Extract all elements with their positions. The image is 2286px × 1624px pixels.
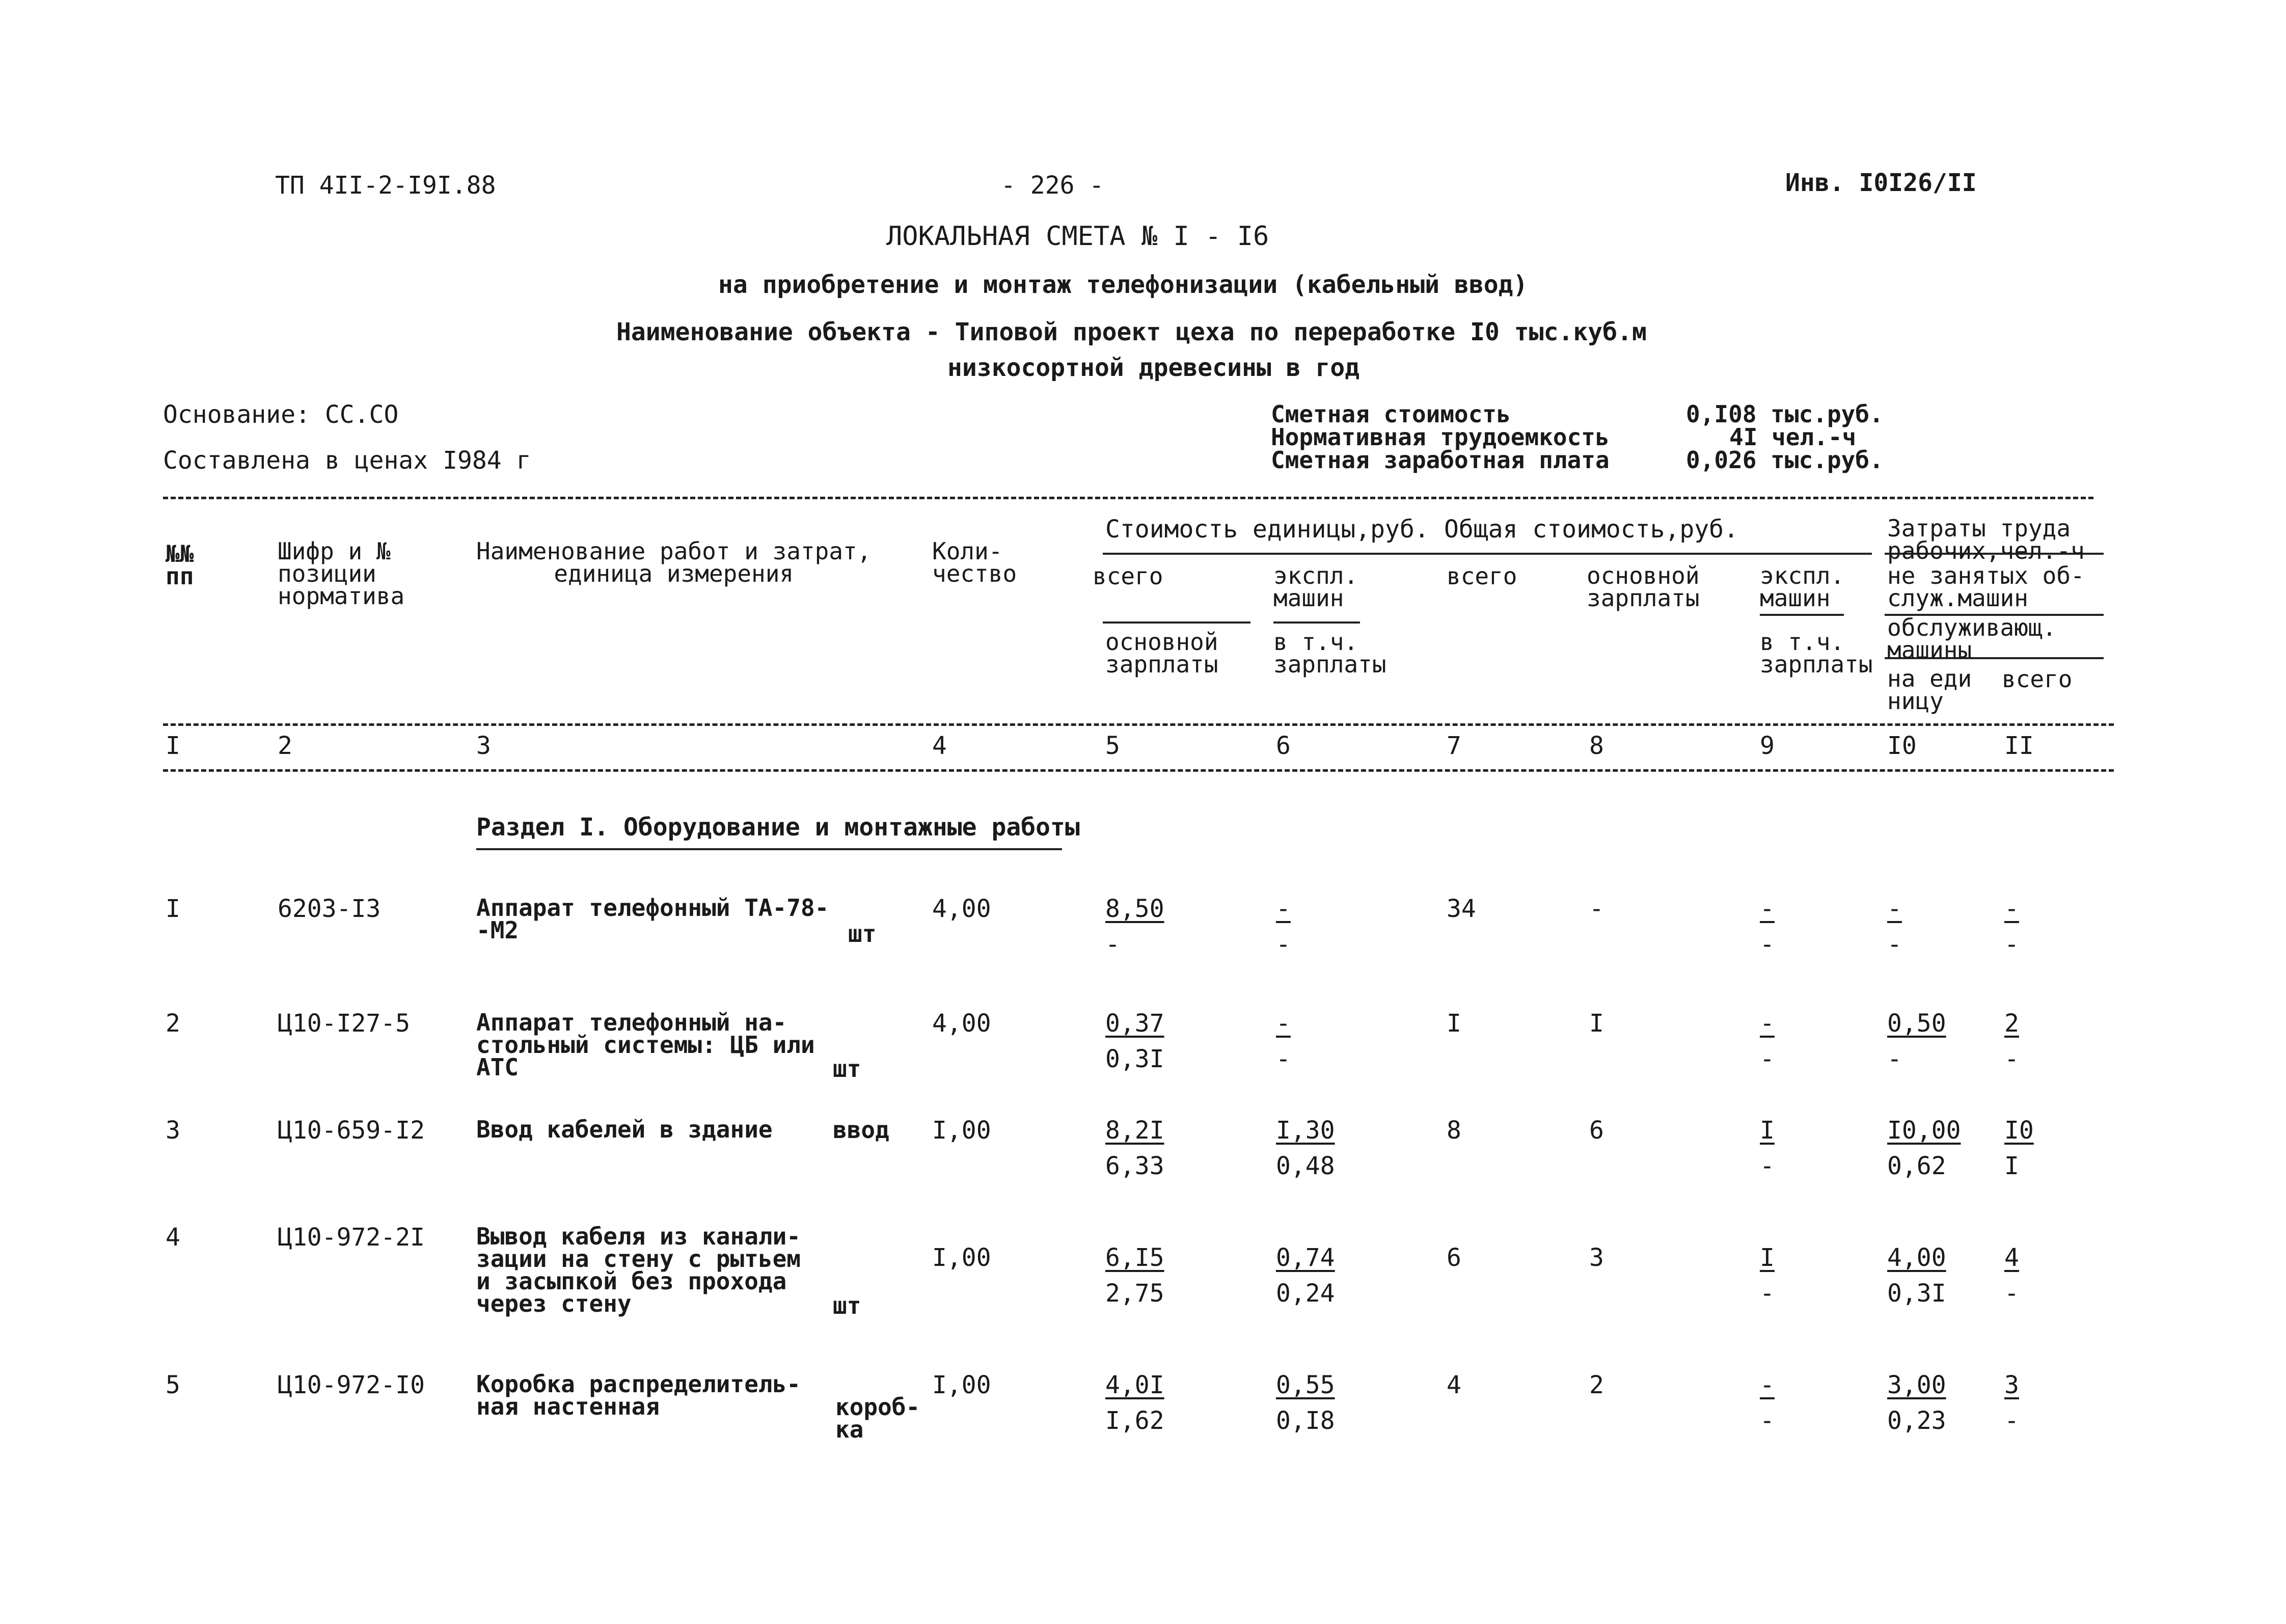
row-number: 3 [166,1116,180,1145]
header-c11-total: всего [2002,665,2073,693]
row-unit-machines: 0,55 [1276,1371,1335,1399]
row-quantity: I,00 [932,1243,991,1272]
row-total: 6 [1447,1243,1461,1272]
col-number-2: 2 [278,732,292,760]
header-c10-11-serving: обслуживающ. машины [1887,614,2057,664]
col-number-10: I0 [1887,732,1917,760]
header-c8-wages: основной зарплаты [1587,562,1700,612]
inventory-number: Инв. I0I26/II [1785,169,1977,197]
row-unit-machine-wages: 0,48 [1276,1152,1335,1180]
row-unit-total: 8,50 [1105,895,1164,923]
summary-label-labor: Нормативная трудоемкость [1271,423,1610,451]
row-unit-total: 8,2I [1105,1116,1164,1145]
row-labor-total-serving: - [2004,1045,2019,1073]
row-code: 6203-I3 [278,895,381,923]
row-unit-machines: - [1276,1009,1291,1038]
row-unit-total: 0,37 [1105,1009,1164,1038]
row-labor-total: 2 [2004,1009,2019,1038]
header-bottom-rule [163,723,2114,726]
section-title-underline [476,848,1062,850]
row-labor-total: - [2004,895,2019,923]
row-total-wages: 3 [1589,1243,1604,1272]
row-labor-per-unit: 3,00 [1887,1371,1946,1399]
col-number-4: 4 [932,732,947,760]
row-unit-machine-wages: - [1276,930,1291,959]
col-number-11: II [2004,732,2034,760]
header-c7-total: всего [1447,562,1517,590]
row-labor-total-serving: I [2004,1152,2019,1180]
object-name: Наименование объекта - Типовой проект цеха по переработке I0 тыс.куб.м [616,318,1647,346]
row-number: I [166,895,180,923]
col-number-9: 9 [1760,732,1775,760]
row-labor-total: 4 [2004,1243,2019,1272]
row-labor-per-unit-serving: - [1887,1045,1902,1073]
summary-value-wages: 0,026 тыс.руб. [1686,446,1884,474]
row-code: Ц10-659-I2 [278,1116,425,1145]
header-labor-group: Затраты труда рабочих,чел.-ч [1887,515,2085,564]
row-total-machines: I [1760,1243,1775,1272]
header-c10-11-idle: не занятых об- служ.машин [1887,562,2085,612]
row-total: 4 [1447,1371,1461,1399]
row-number: 5 [166,1371,180,1399]
row-total: I [1447,1009,1461,1038]
row-name: Вывод кабеля из канали- зации на стену с рытьем и засыпкой без прохода через стену [476,1223,801,1317]
row-total: 8 [1447,1116,1461,1145]
row-total-machine-wages: - [1760,1279,1775,1308]
header-c6-machines: экспл. машин [1273,562,1358,612]
row-unit: ввод [833,1116,889,1144]
row-code: Ц10-972-I0 [278,1371,425,1399]
column-numbers-rule [163,769,2114,772]
basis-line: Основание: СС.СО [163,400,399,429]
row-quantity: 4,00 [932,1009,991,1038]
row-total-machine-wages: - [1760,930,1775,959]
col-number-5: 5 [1105,732,1120,760]
prices-line: Составлена в ценах I984 г [163,446,531,475]
row-unit-wages: I,62 [1105,1406,1164,1435]
header-top-rule [163,497,2093,499]
row-unit-machines: I,30 [1276,1116,1335,1145]
row-code: Ц10-I27-5 [278,1009,411,1038]
row-labor-total-serving: - [2004,930,2019,959]
row-unit: шт [848,920,877,948]
row-total-machines: - [1760,1371,1775,1399]
row-unit-total: 6,I5 [1105,1243,1164,1272]
section-title: Раздел I. Оборудование и монтажные работы [476,813,1080,842]
row-unit-machines: 0,74 [1276,1243,1335,1272]
row-labor-total-serving: - [2004,1279,2019,1308]
row-total: 34 [1447,895,1476,923]
row-total-machine-wages: - [1760,1152,1775,1180]
row-unit-total: 4,0I [1105,1371,1164,1399]
unit-cost-sub-rule-2 [1273,621,1360,624]
row-total-machine-wages: - [1760,1045,1775,1073]
summary-label-wages: Сметная заработная плата [1271,446,1610,474]
machine-sub-rule [1760,614,1844,616]
header-c9-wages: в т.ч. зарплаты [1760,628,1873,678]
header-total-cost-group: Общая стоимость,руб. [1444,515,1738,544]
header-row-number: №№ пп [166,540,194,590]
row-labor-per-unit: 4,00 [1887,1243,1946,1272]
row-unit-machines: - [1276,895,1291,923]
row-number: 2 [166,1009,180,1038]
header-c6-wages: в т.ч. зарплаты [1273,628,1386,678]
summary-label-cost: Сметная стоимость [1271,400,1511,428]
row-quantity: 4,00 [932,895,991,923]
header-quantity: Коли- чество [932,537,1017,587]
col-number-1: I [166,732,180,760]
row-unit-machine-wages: 0,I8 [1276,1406,1335,1435]
row-number: 4 [166,1223,180,1252]
row-labor-per-unit-serving: 0,3I [1887,1279,1946,1308]
col-number-3: 3 [476,732,491,760]
row-total-machines: I [1760,1116,1775,1145]
row-labor-per-unit: 0,50 [1887,1009,1946,1038]
row-code: Ц10-972-2I [278,1223,425,1252]
header-c9-machines: экспл. машин [1760,562,1845,612]
row-unit-wages: 6,33 [1105,1152,1164,1180]
row-quantity: I,00 [932,1371,991,1399]
row-total-wages: I [1589,1009,1604,1038]
summary-value-cost: 0,I08 тыс.руб. [1686,400,1884,428]
row-labor-per-unit-serving: 0,62 [1887,1152,1946,1180]
row-unit-wages: 0,3I [1105,1045,1164,1073]
row-unit-machine-wages: 0,24 [1276,1279,1335,1308]
unit-cost-sub-rule-1 [1103,621,1250,624]
header-c10-per-unit: на еди ницу [1887,665,1972,715]
col-number-8: 8 [1589,732,1604,760]
row-labor-total-serving: - [2004,1406,2019,1435]
row-unit: шт [833,1292,861,1319]
col-number-6: 6 [1276,732,1291,760]
header-c5-total: всего [1093,562,1163,590]
row-labor-per-unit-serving: 0,23 [1887,1406,1946,1435]
row-unit: короб- ка [835,1393,920,1443]
header-c5-wages: основной зарплаты [1105,628,1218,678]
document-code: ТП 4II-2-I9I.88 [275,171,496,200]
row-name: Аппарат телефонный ТА-78- -М2 [476,894,829,944]
row-labor-total: 3 [2004,1371,2019,1399]
header-code: Шифр и № позиции норматива [278,537,405,610]
row-name: Ввод кабелей в здание [476,1116,773,1143]
row-labor-per-unit: - [1887,895,1902,923]
header-unit-cost-group: Стоимость единицы,руб. [1105,515,1429,544]
row-total-wages: 6 [1589,1116,1604,1145]
row-name: Коробка распределитель- ная настенная [476,1370,801,1420]
estimate-title: ЛОКАЛЬНАЯ СМЕТА № I - I6 [886,221,1269,252]
row-unit-machine-wages: - [1276,1045,1291,1073]
row-quantity: I,00 [932,1116,991,1145]
row-labor-per-unit: I0,00 [1887,1116,1961,1145]
row-labor-total: I0 [2004,1116,2034,1145]
row-total-wages: 2 [1589,1371,1604,1399]
row-total-machines: - [1760,895,1775,923]
row-unit-wages: 2,75 [1105,1279,1164,1308]
header-work-name: Наименование работ и затрат, единица измерения [476,537,872,587]
row-name: Аппарат телефонный на- стольный системы: ЦБ или АТС [476,1009,815,1081]
row-labor-per-unit-serving: - [1887,930,1902,959]
row-total-machines: - [1760,1009,1775,1038]
object-name-continued: низкосортной древесины в год [947,354,1360,382]
estimate-subtitle: на приобретение и монтаж телефонизации (кабельный ввод) [718,270,1528,299]
page-number: - 226 - [1001,171,1104,200]
summary-value-labor: 4I чел.-ч [1729,423,1857,451]
row-total-wages: - [1589,895,1604,923]
row-unit-wages: - [1105,930,1120,959]
row-total-machine-wages: - [1760,1406,1775,1435]
col-number-7: 7 [1447,732,1461,760]
unit-cost-group-rule [1103,553,1872,555]
row-unit: шт [833,1055,861,1082]
